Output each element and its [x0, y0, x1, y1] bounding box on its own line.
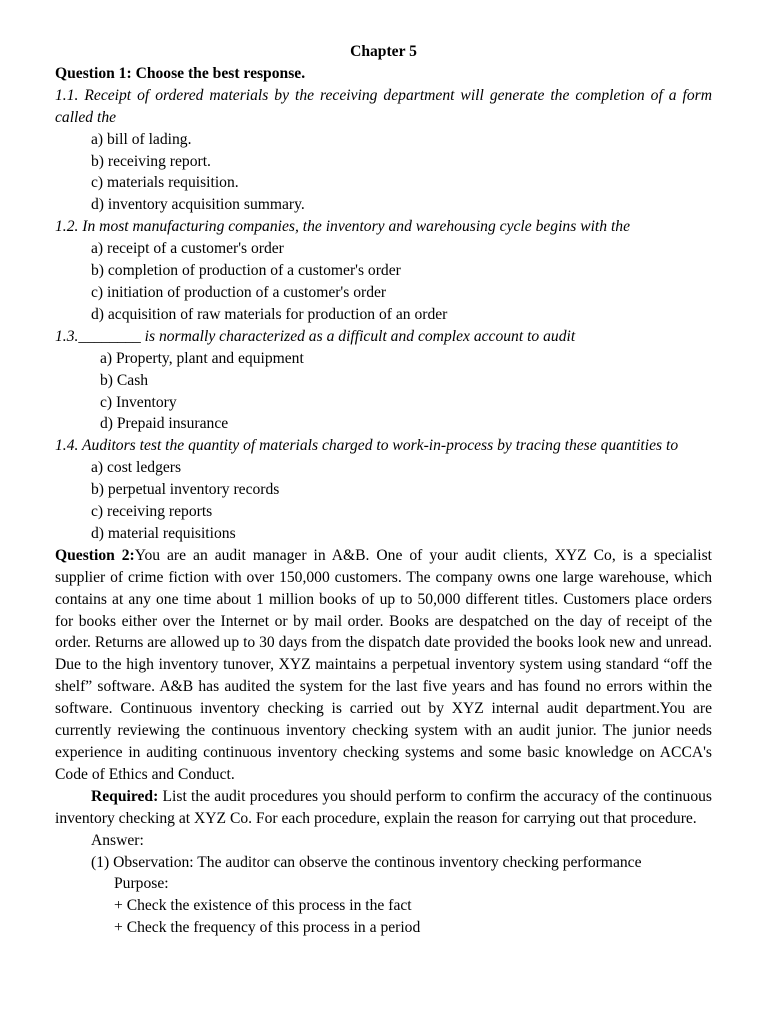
answer-item-1: (1) Observation: The auditor can observe the continous inventory checking performance: [91, 853, 642, 871]
question-1-1-stem: 1.1. Receipt of ordered materials by the receiving department will generate the completion of a form called the: [55, 86, 712, 126]
purpose-point-1: + Check the existence of this process in the fact: [114, 897, 412, 915]
question-1-2-option-a: a) receipt of a customer's order: [91, 240, 284, 258]
question-1-1-option-b: b) receiving report.: [91, 152, 211, 170]
question-1-4-stem: 1.4. Auditors test the quantity of materials charged to work-in-process by tracing these quantities to: [55, 437, 679, 455]
question-1-3-option-a: a) Property, plant and equipment: [100, 349, 304, 367]
question-1-4-option-d: d) material requisitions: [91, 524, 236, 542]
question-1-3-option-d: d) Prepaid insurance: [100, 415, 229, 433]
question-2-paragraph: [55, 545, 712, 786]
answer-label: Answer:: [91, 831, 144, 849]
question-1-3-option-c: c) Inventory: [100, 393, 177, 411]
question-1-4-option-b: b) perpetual inventory records: [91, 481, 280, 499]
required-text: List the audit procedures you should perform to confirm the accuracy of the continuous inventory checking at XYZ Co. For each procedure, explain the reason for carrying out that procedure.: [55, 787, 712, 827]
question-1-3-stem: 1.3.________ is normally characterized as a difficult and complex account to audit: [55, 327, 576, 345]
question-1-2-stem: 1.2. In most manufacturing companies, the inventory and warehousing cycle begins with the: [55, 218, 631, 236]
question-1-1-option-c: c) materials requisition.: [91, 174, 239, 192]
question-1-4-option-c: c) receiving reports: [91, 503, 213, 521]
question-1-heading: Question 1: Choose the best response.: [55, 64, 306, 82]
purpose-label: Purpose:: [114, 875, 169, 893]
question-1-2-option-b: b) completion of production of a customer's order: [91, 262, 401, 280]
required-label: Required:: [91, 787, 159, 805]
chapter-title: Chapter 5: [350, 43, 417, 60]
document-page: [55, 41, 712, 939]
purpose-point-2: + Check the frequency of this process in a period: [114, 919, 421, 937]
question-1-2-option-c: c) initiation of production of a customer's order: [91, 283, 387, 301]
question-1-3-option-b: b) Cash: [100, 371, 149, 389]
question-1-1-option-a: a) bill of lading.: [91, 130, 192, 148]
required-paragraph: [55, 786, 712, 830]
question-2-body: You are an audit manager in A&B. One of your audit clients, XYZ Co, is a specialist supplier of crime fiction with over 150,000 customers. The company owns one large warehouse, which contains at any one time about 1 million books of up to 50,000 different titles. Customers place orders for books either over the Internet or by mail order. Books are despatched on the day of receipt of the order. Returns are allowed up to 30 days from the dispatch date provided the books look new and unread. Due to the high inventory tunover, XYZ maintains a perpetual inventory system using standard “off the shelf” software. A&B has audited the system for the last five years and has found no errors within the software. Continuous inventory checking is carried out by XYZ internal audit department.You are currently reviewing the continuous inventory checking system with an audit junior. The junior needs experience in auditing continuous inventory checking systems and some basic knowledge on ACCA's Code of Ethics and Conduct.: [55, 546, 712, 783]
question-2-label: Question 2:: [55, 546, 135, 564]
question-1-2-option-d: d) acquisition of raw materials for production of an order: [91, 305, 448, 323]
question-1-4-option-a: a) cost ledgers: [91, 459, 182, 477]
question-1-1-option-d: d) inventory acquisition summary.: [91, 196, 305, 214]
